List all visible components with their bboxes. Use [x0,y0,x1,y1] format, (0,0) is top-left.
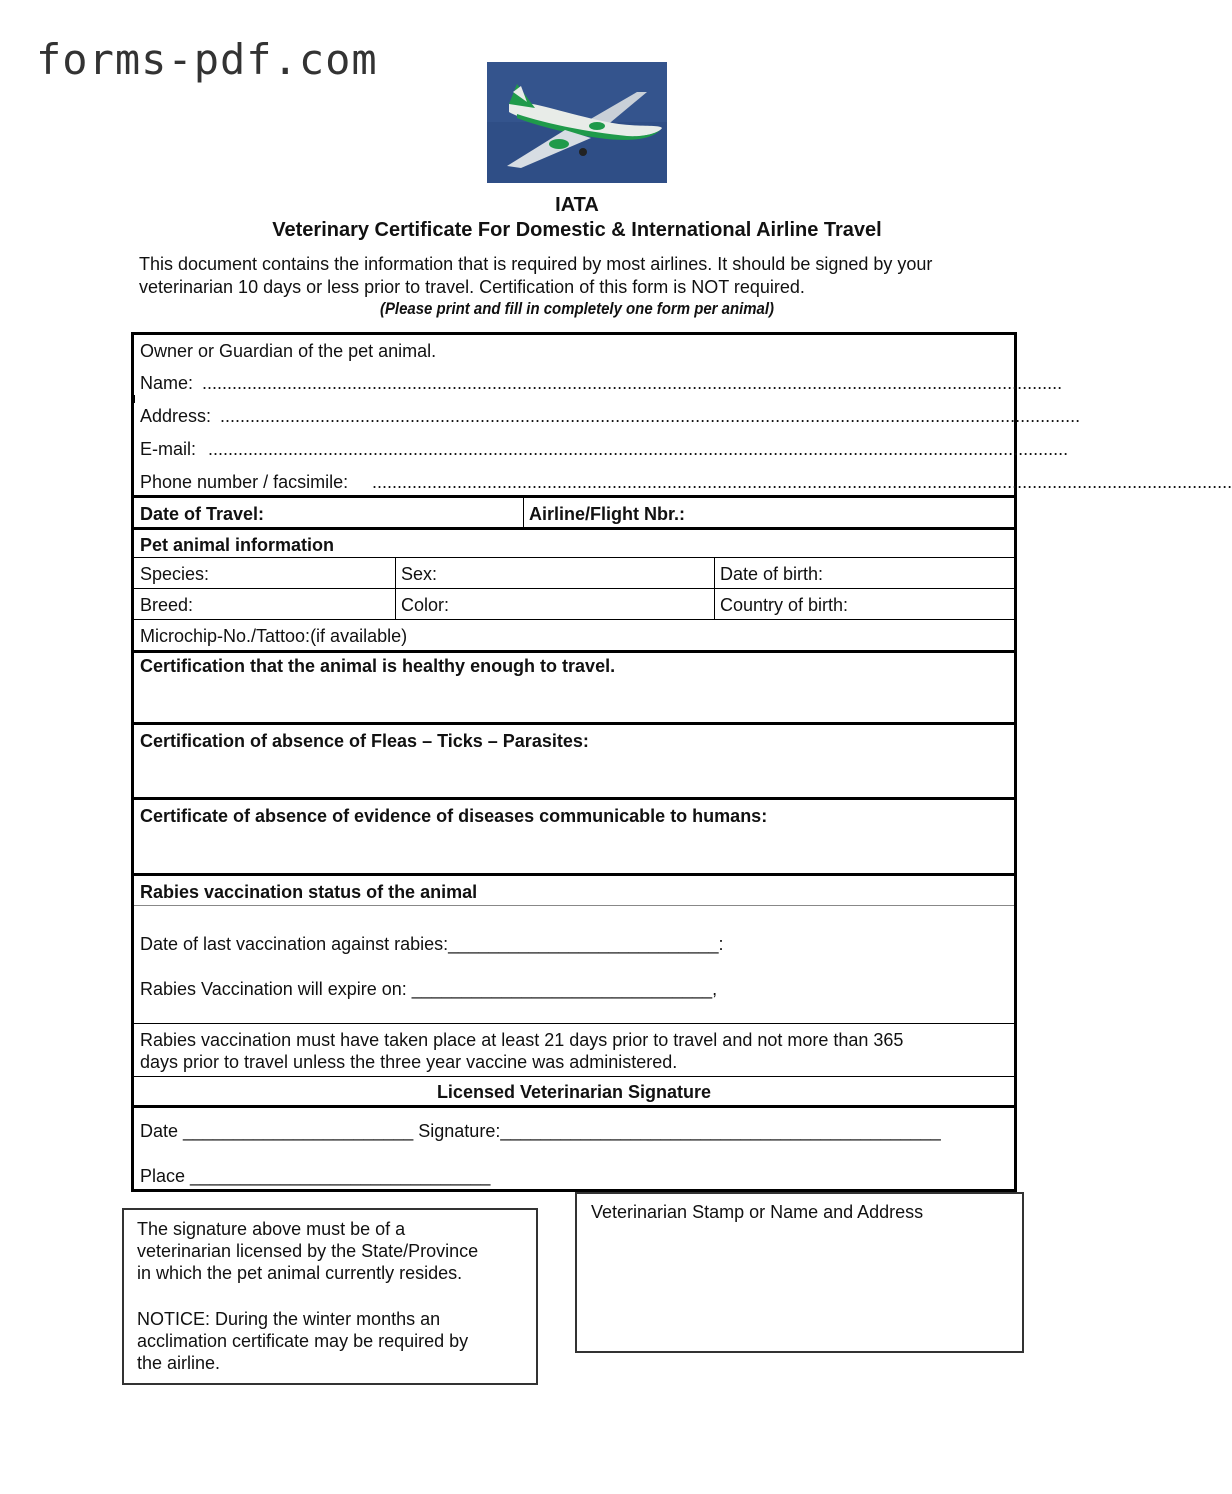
country-of-birth-label: Country of birth: [720,595,849,615]
rabies-rule-line-2: days prior to travel unless the three year vaccine was administered. [140,1052,678,1072]
airplane-icon [487,62,667,183]
owner-heading: Owner or Guardian of the pet animal. [140,341,437,361]
notice-line-1: The signature above must be of a [137,1219,406,1239]
date-of-birth-label: Date of birth: [720,564,824,584]
fleas-certification-label: Certification of absence of Fleas – Ticks – Parasites: [140,731,589,751]
owner-name-label: Name: [140,373,194,393]
owner-email-label: E-mail: [140,439,197,459]
microchip-label [140,625,407,647]
intro-text [139,253,1039,299]
sex-label: Sex: [401,564,438,584]
diseases-certification-label: Certificate of absence of evidence of diseases communicable to humans: [140,806,768,826]
intro-line-2: veterinarian 10 days or less prior to travel. Certification of this form is NOT required. [139,277,805,297]
color-label: Color: [401,595,450,615]
stamp-box-label: Veterinarian Stamp or Name and Address [591,1202,924,1222]
healthy-certification-label: Certification that the animal is healthy enough to travel. [140,656,616,676]
signature-place-field[interactable]: Place ______________________________ [140,1166,491,1186]
microchip-note: (if available) [310,626,408,646]
microchip-label-text: Microchip-No./Tattoo: [140,626,311,646]
owner-email-field[interactable]: ............................................................................................................................................................................ [208,439,1069,459]
notice-box [122,1208,538,1385]
intro-line-1: This document contains the information that is required by most airlines. It should be signed by your [139,254,933,274]
notice-line-3: in which the pet animal currently resides. [137,1263,463,1283]
fill-instruction-note: (Please print and fill in completely one form per animal) [379,299,775,318]
vaccination-expiry-field[interactable]: Rabies Vaccination will expire on: ______________________________, [140,979,718,999]
pet-info-heading: Pet animal information [140,535,335,555]
owner-phone-field[interactable]: ............................................................................................................................................................................ [372,472,1232,492]
signature-date-field[interactable]: Date _______________________ Signature:____________________________________________ [140,1121,941,1141]
owner-phone-label: Phone number / facsimile: [140,472,349,492]
breed-label: Breed: [140,595,194,615]
airplane-image [487,62,667,183]
veterinarian-stamp-box[interactable] [575,1192,1024,1353]
notice-line-4: NOTICE: During the winter months an [137,1309,441,1329]
notice-line-6: the airline. [137,1353,221,1373]
owner-name-field[interactable]: ............................................................................................................................................................................ [202,373,1063,393]
last-vaccination-field[interactable]: Date of last vaccination against rabies:___________________________: [140,934,724,954]
certificate-form [131,332,1232,1192]
rabies-rule-line-1: Rabies vaccination must have taken place at least 21 days prior to travel and not more than 365 [140,1030,904,1050]
rabies-heading: Rabies vaccination status of the animal [140,882,478,902]
airline-flight-label: Airline/Flight Nbr.: [529,504,685,524]
watermark: forms-pdf.com [36,35,378,84]
owner-address-field[interactable]: ............................................................................................................................................................................ [220,406,1081,426]
notice-line-2: veterinarian licensed by the State/Province [137,1241,479,1261]
owner-address-label: Address: [140,406,212,426]
travel-date-label: Date of Travel: [140,504,265,524]
signature-heading: Licensed Veterinarian Signature [436,1082,712,1102]
document-title: Veterinary Certificate For Domestic & International Airline Travel [272,219,882,241]
notice-line-5: acclimation certificate may be required by [137,1331,469,1351]
species-label: Species: [140,564,210,584]
document-org-title: IATA [555,194,599,216]
